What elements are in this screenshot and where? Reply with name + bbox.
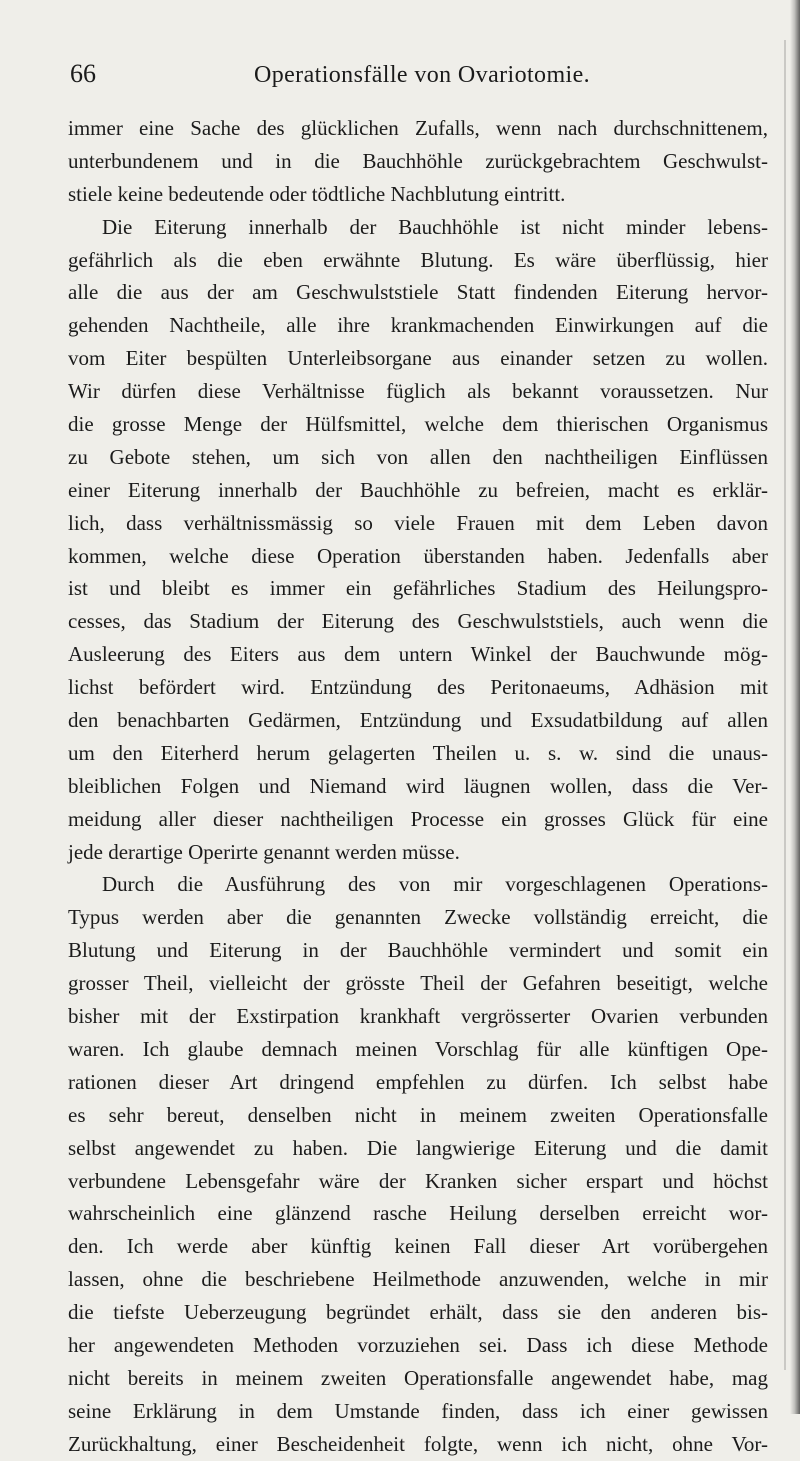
page-binding-edge bbox=[790, 0, 800, 1414]
text-line: bisher mit der Exstirpation krankhaft vergrösserter Ovarien verbunden bbox=[68, 1004, 768, 1029]
text-line: einer Eiterung innerhalb der Bauchhöhle zu befreien, macht es erklär- bbox=[68, 477, 768, 502]
text-line: wahrscheinlich eine glänzend rasche Heilung derselben erreicht wor- bbox=[68, 1201, 768, 1226]
body-text bbox=[68, 112, 768, 1461]
text-line: grosser Theil, vielleicht der grösste Theil der Gefahren beseitigt, welche bbox=[68, 971, 768, 996]
text-line: zu Gebote stehen, um sich von allen den nachtheiligen Einflüssen bbox=[68, 444, 768, 469]
text-line: alle die aus der am Geschwulststiele Statt findenden Eiterung hervor- bbox=[68, 280, 768, 305]
text-line: Typus werden aber die genannten Zwecke vollständig erreicht, die bbox=[68, 905, 768, 930]
text-line: lich, dass verhältnissmässig so viele Frauen mit dem Leben davon bbox=[68, 510, 768, 535]
page-number: 66 bbox=[70, 59, 96, 88]
text-line: waren. Ich glaube demnach meinen Vorschlag für alle künftigen Ope- bbox=[68, 1036, 768, 1061]
text-line: immer eine Sache des glücklichen Zufalls, wenn nach durchschnittenem, bbox=[68, 116, 768, 140]
text-line: die tiefste Ueberzeugung begründet erhält, dass sie den anderen bis- bbox=[68, 1300, 768, 1325]
text-line: die grosse Menge der Hülfsmittel, welche dem thierischen Organismus bbox=[68, 412, 768, 437]
text-line: den. Ich werde aber künftig keinen Fall dieser Art vorübergehen bbox=[68, 1234, 768, 1259]
text-line: ist und bleibt es immer ein gefährliches Stadium des Heilungspro- bbox=[68, 576, 768, 601]
text-line: seine Erklärung in dem Umstande finden, dass ich einer gewissen bbox=[68, 1398, 768, 1423]
text-line: unterbundenem und in die Bauchhöhle zurückgebrachtem Geschwulst- bbox=[68, 148, 768, 173]
text-line: jede derartige Operirte genannt werden müsse. bbox=[68, 839, 460, 864]
text-line: den benachbarten Gedärmen, Entzündung und Exsudatbildung auf allen bbox=[68, 708, 768, 733]
text-line: lichst befördert wird. Entzündung des Peritonaeums, Adhäsion mit bbox=[68, 675, 768, 700]
page-binding-shadow bbox=[784, 40, 786, 1370]
text-line: verbundene Lebensgefahr wäre der Kranken sicher erspart und höchst bbox=[68, 1168, 768, 1193]
text-line: es sehr bereut, denselben nicht in meinem zweiten Operationsfalle bbox=[68, 1102, 768, 1127]
text-line: Ausleerung des Eiters aus dem untern Winkel der Bauchwunde mög- bbox=[68, 642, 768, 667]
text-line: lassen, ohne die beschriebene Heilmethode anzuwenden, welche in mir bbox=[68, 1267, 768, 1292]
text-line: Zurückhaltung, einer Bescheidenheit folgte, wenn ich nicht, ohne Vor- bbox=[68, 1431, 768, 1456]
text-line: gehenden Nachtheile, alle ihre krankmachenden Einwirkungen auf die bbox=[68, 313, 768, 338]
text-line: kommen, welche diese Operation überstanden haben. Jedenfalls aber bbox=[68, 543, 768, 568]
text-line: vom Eiter bespülten Unterleibsorgane aus einander setzen zu wollen. bbox=[68, 346, 768, 371]
text-line: Die Eiterung innerhalb der Bauchhöhle ist nicht minder lebens- bbox=[102, 214, 768, 239]
text-line: her angewendeten Methoden vorzuziehen sei. Dass ich diese Methode bbox=[68, 1332, 768, 1357]
text-line: bleiblichen Folgen und Niemand wird läugnen wollen, dass die Ver- bbox=[68, 773, 768, 798]
text-line: um den Eiterherd herum gelagerten Theilen u. s. w. sind die unaus- bbox=[68, 740, 768, 765]
text-line: Durch die Ausführung des von mir vorgeschlagenen Operations- bbox=[102, 872, 768, 897]
text-line: Blutung und Eiterung in der Bauchhöhle vermindert und somit ein bbox=[68, 938, 768, 963]
text-line: meidung aller dieser nachtheiligen Processe ein grosses Glück für eine bbox=[68, 806, 768, 831]
running-title: Operationsfälle von Ovariotomie. bbox=[254, 62, 591, 88]
text-line: Wir dürfen diese Verhältnisse füglich als bekannt voraussetzen. Nur bbox=[68, 379, 768, 404]
text-line: rationen dieser Art dringend empfehlen zu dürfen. Ich selbst habe bbox=[68, 1069, 768, 1094]
text-line: stiele keine bedeutende oder tödtliche Nachblutung eintritt. bbox=[68, 181, 566, 206]
text-line: cesses, das Stadium der Eiterung des Geschwulststiels, auch wenn die bbox=[68, 609, 768, 634]
text-line: selbst angewendet zu haben. Die langwierige Eiterung und die damit bbox=[68, 1135, 768, 1160]
text-line: nicht bereits in meinem zweiten Operationsfalle angewendet habe, mag bbox=[68, 1365, 768, 1390]
page-header bbox=[70, 58, 770, 98]
text-line: gefährlich als die eben erwähnte Blutung. Es wäre überflüssig, hier bbox=[68, 247, 768, 272]
